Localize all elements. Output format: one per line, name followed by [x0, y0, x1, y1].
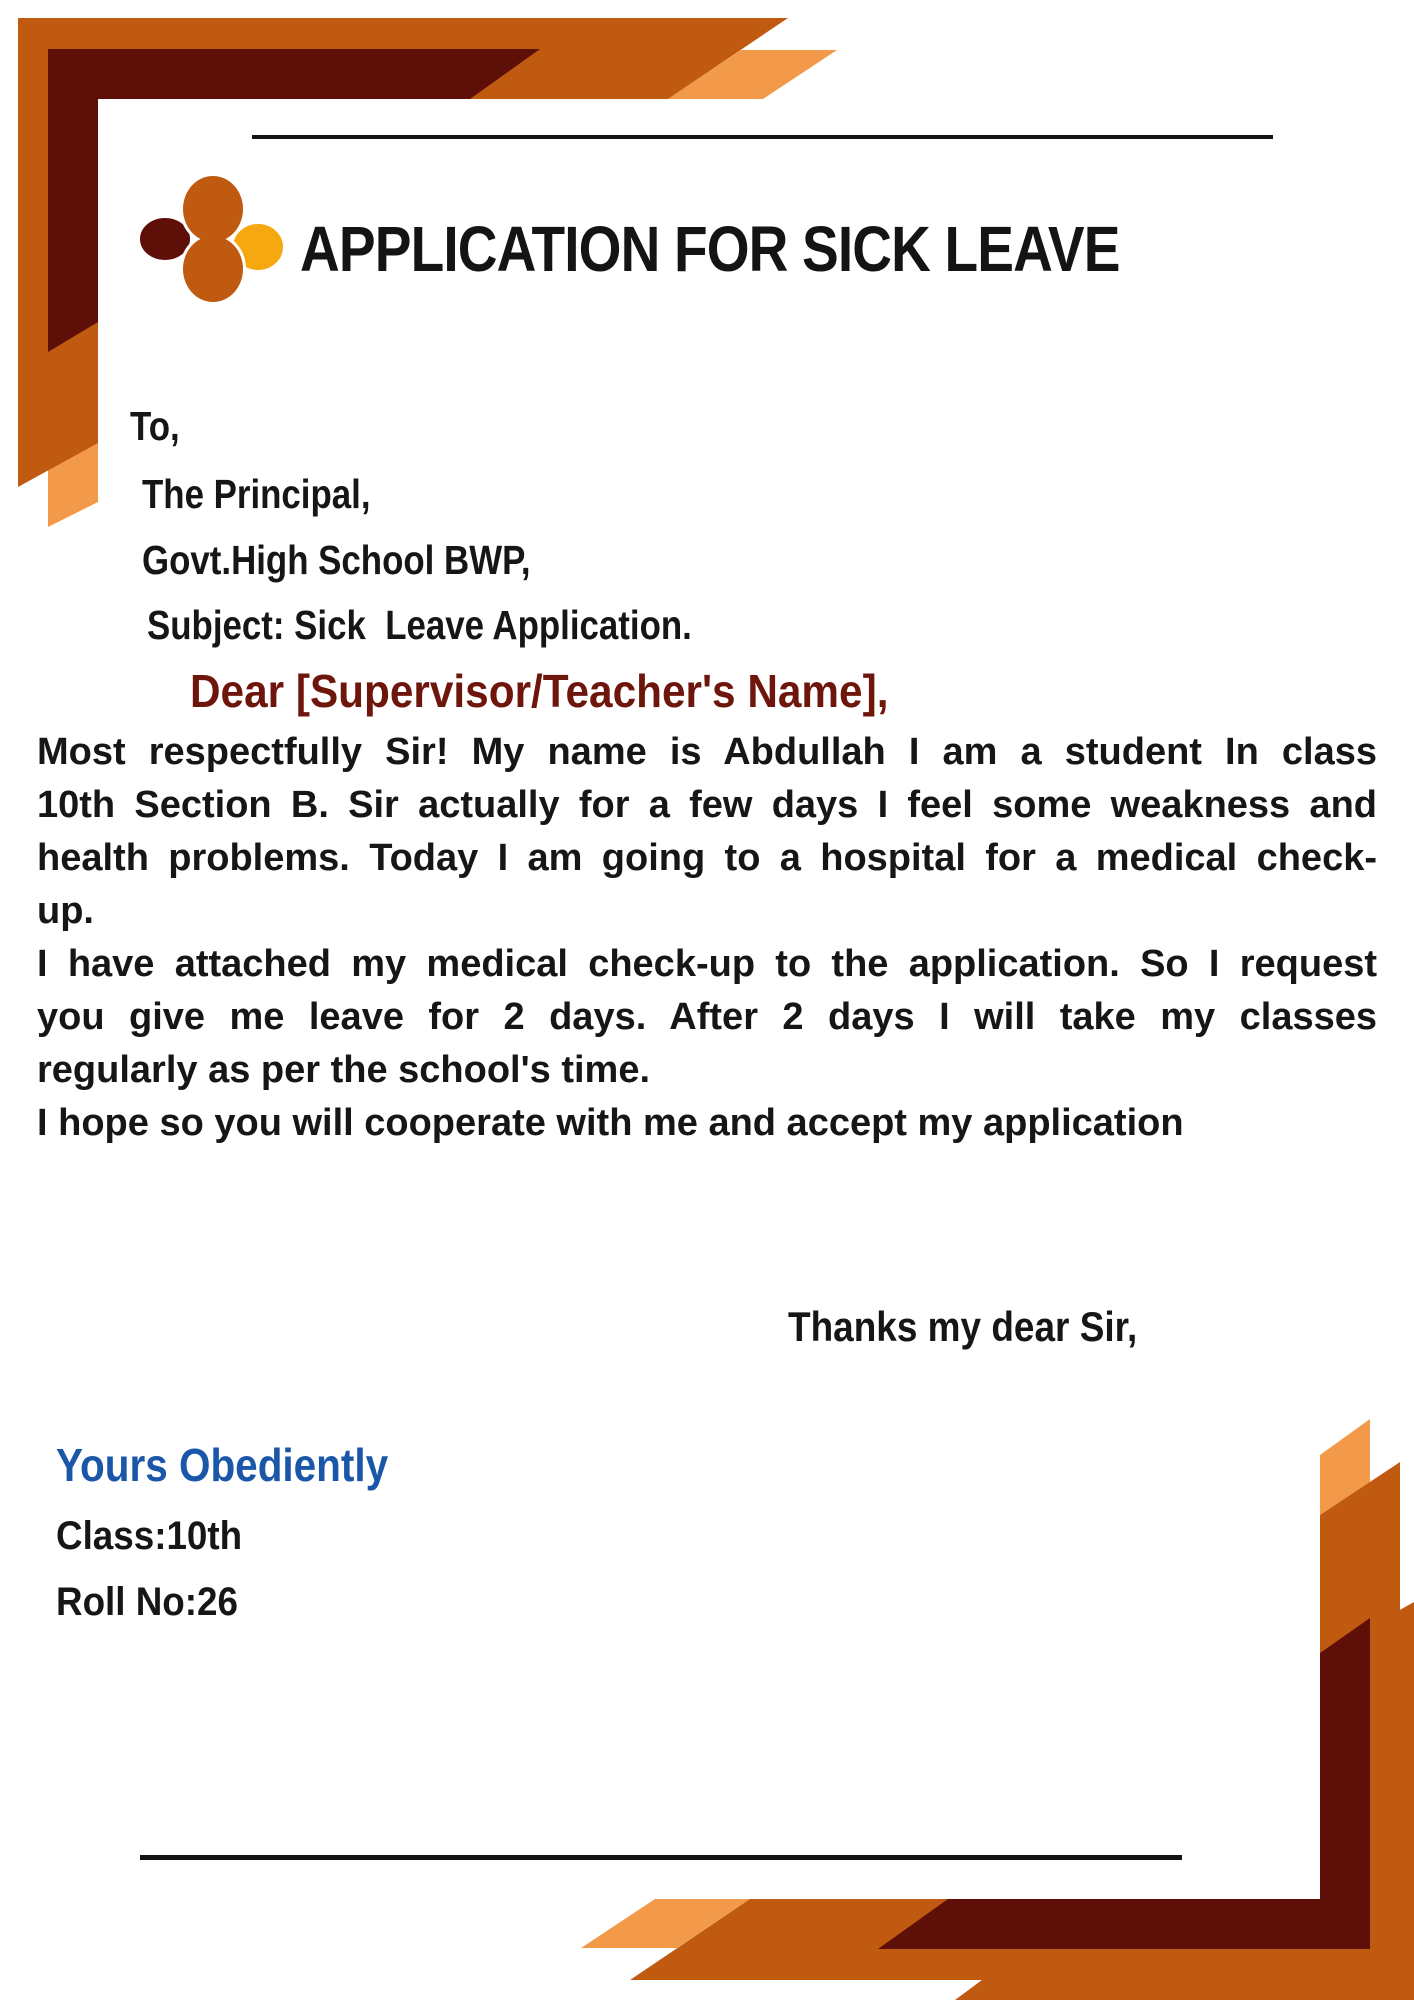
page-title: APPLICATION FOR SICK LEAVE	[300, 213, 1120, 285]
body-line: I hope so you will cooperate with me and accept my application	[37, 1102, 1184, 1144]
body-line: you give me leave for 2 days. After 2 days I will take my classes	[37, 996, 1377, 1038]
logo-orange-lobe-top	[183, 176, 243, 242]
body-line: up.	[37, 890, 94, 932]
body-line: health problems. Today I am going to a hospital for a medical check-	[37, 837, 1377, 879]
closing-line: Yours Obediently	[56, 1439, 389, 1491]
to-line: To,	[130, 403, 180, 449]
body-text	[37, 726, 1377, 1150]
body-line: regularly as per the school's time.	[37, 1049, 651, 1091]
bottom-rule	[140, 1855, 1182, 1860]
recipient-line: The Principal,	[142, 471, 371, 517]
logo	[137, 176, 286, 302]
subject-line: Subject: Sick Leave Application.	[147, 602, 692, 648]
class-line: Class:10th	[56, 1514, 243, 1558]
body-line: 10th Section B. Sir actually for a few days I feel some weakness and	[37, 784, 1377, 826]
top-rule	[252, 135, 1273, 139]
roll-line: Roll No:26	[56, 1580, 238, 1624]
school-line: Govt.High School BWP,	[142, 537, 531, 583]
body-line: Most respectfully Sir! My name is Abdullah I am a student In class	[37, 731, 1377, 773]
maroon-corner-bottom-right	[878, 1618, 1370, 1949]
thanks-line: Thanks my dear Sir,	[788, 1303, 1138, 1350]
salutation-line: Dear [Supervisor/Teacher's Name],	[190, 665, 889, 717]
logo-orange-lobe-bottom	[183, 236, 243, 302]
body-line: I have attached my medical check-up to the application. So I request	[37, 943, 1377, 985]
maroon-corner-top-left	[48, 49, 540, 352]
